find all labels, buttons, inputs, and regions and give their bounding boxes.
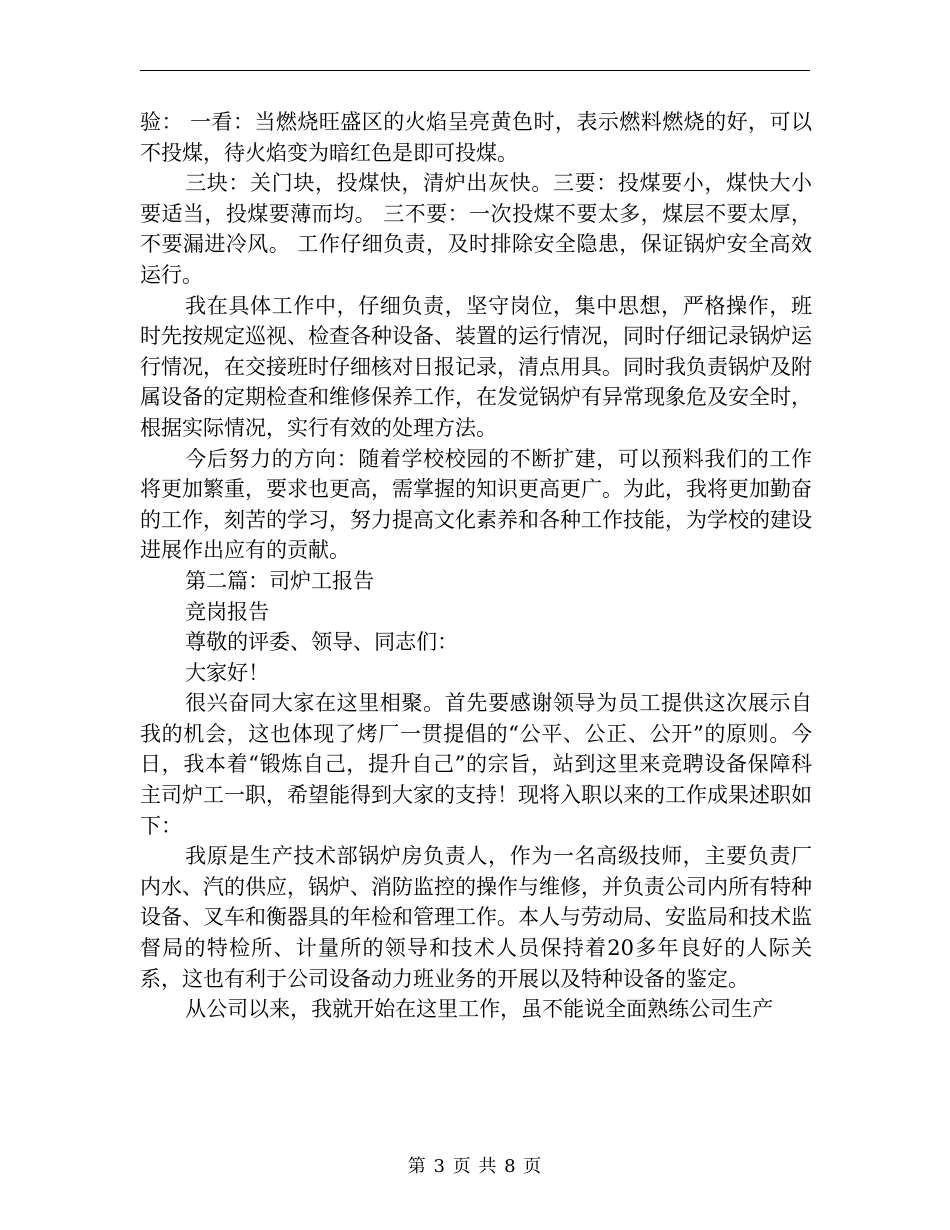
salutation: 尊敬的评委、领导、同志们：	[185, 630, 459, 655]
page-footer: 第 3 页 共 8 页	[407, 1156, 543, 1177]
report-title: 竞岗报告	[185, 599, 270, 624]
document-body	[140, 107, 812, 1025]
greeting: 大家好！	[185, 660, 270, 685]
paragraph: 验： 一看：当燃烧旺盛区的火焰呈亮黄色时，表示燃料燃烧的好，可以不投煤，待火焰变为暗红色是即可投煤。	[140, 110, 812, 165]
paragraph: 从公司以来，我就开始在这里工作，虽不能说全面熟练公司生产	[185, 997, 774, 1022]
paragraph: 我原是生产技术部锅炉房负责人，作为一名高级技师，主要负责厂内水、汽的供应，锅炉、消防监控的操作与维修，并负责公司内所有特种设备、叉车和衡器具的年检和管理工作。本人与劳动局、安监局和技术监督局的特检所、计量所的领导和技术人员保持着20多年良好的人际关系，这也有利于公司设备动力班业务的开展以及特种设备的鉴定。	[140, 844, 812, 991]
paragraph: 很兴奋同大家在这里相聚。首先要感谢领导为员工提供这次展示自我的机会，这也体现了烤厂一贯提倡的“公平、公正、公开”的原则。今日，我本着“锻炼自己，提升自己”的宗旨，站到这里来竞聘设备保障科主司炉工一职，希望能得到大家的支持！现将入职以来的工作成果述职如下：	[140, 691, 812, 838]
paragraph: 我在具体工作中，仔细负责，坚守岗位，集中思想，严格操作，班时先按规定巡视、检查各种设备、装置的运行情况，同时仔细记录锅炉运行情况，在交接班时仔细核对日报记录，清点用具。同时我负责锅炉及附属设备的定期检查和维修保养工作，在发觉锅炉有异常现象危及安全时，根据实际情况，实行有效的处理方法。	[140, 293, 812, 440]
paragraph: 三块：关门块，投煤快，清炉出灰快。三要：投煤要小，煤快大小要适当，投煤要薄而均。 三不要：一次投煤不要太多，煤层不要太厚，不要漏进冷风。 工作仔细负责，及时排除安全隐患，保证锅炉安全高效运行。	[140, 171, 812, 287]
header-rule	[140, 70, 810, 71]
paragraph: 今后努力的方向：随着学校校园的不断扩建，可以预料我们的工作将更加繁重，要求也更高，需掌握的知识更高更广。为此，我将更加勤奋的工作，刻苦的学习，努力提高文化素养和各种工作技能，为学校的建设进展作出应有的贡献。	[140, 446, 812, 563]
section-heading: 第二篇：司炉工报告	[185, 568, 375, 593]
